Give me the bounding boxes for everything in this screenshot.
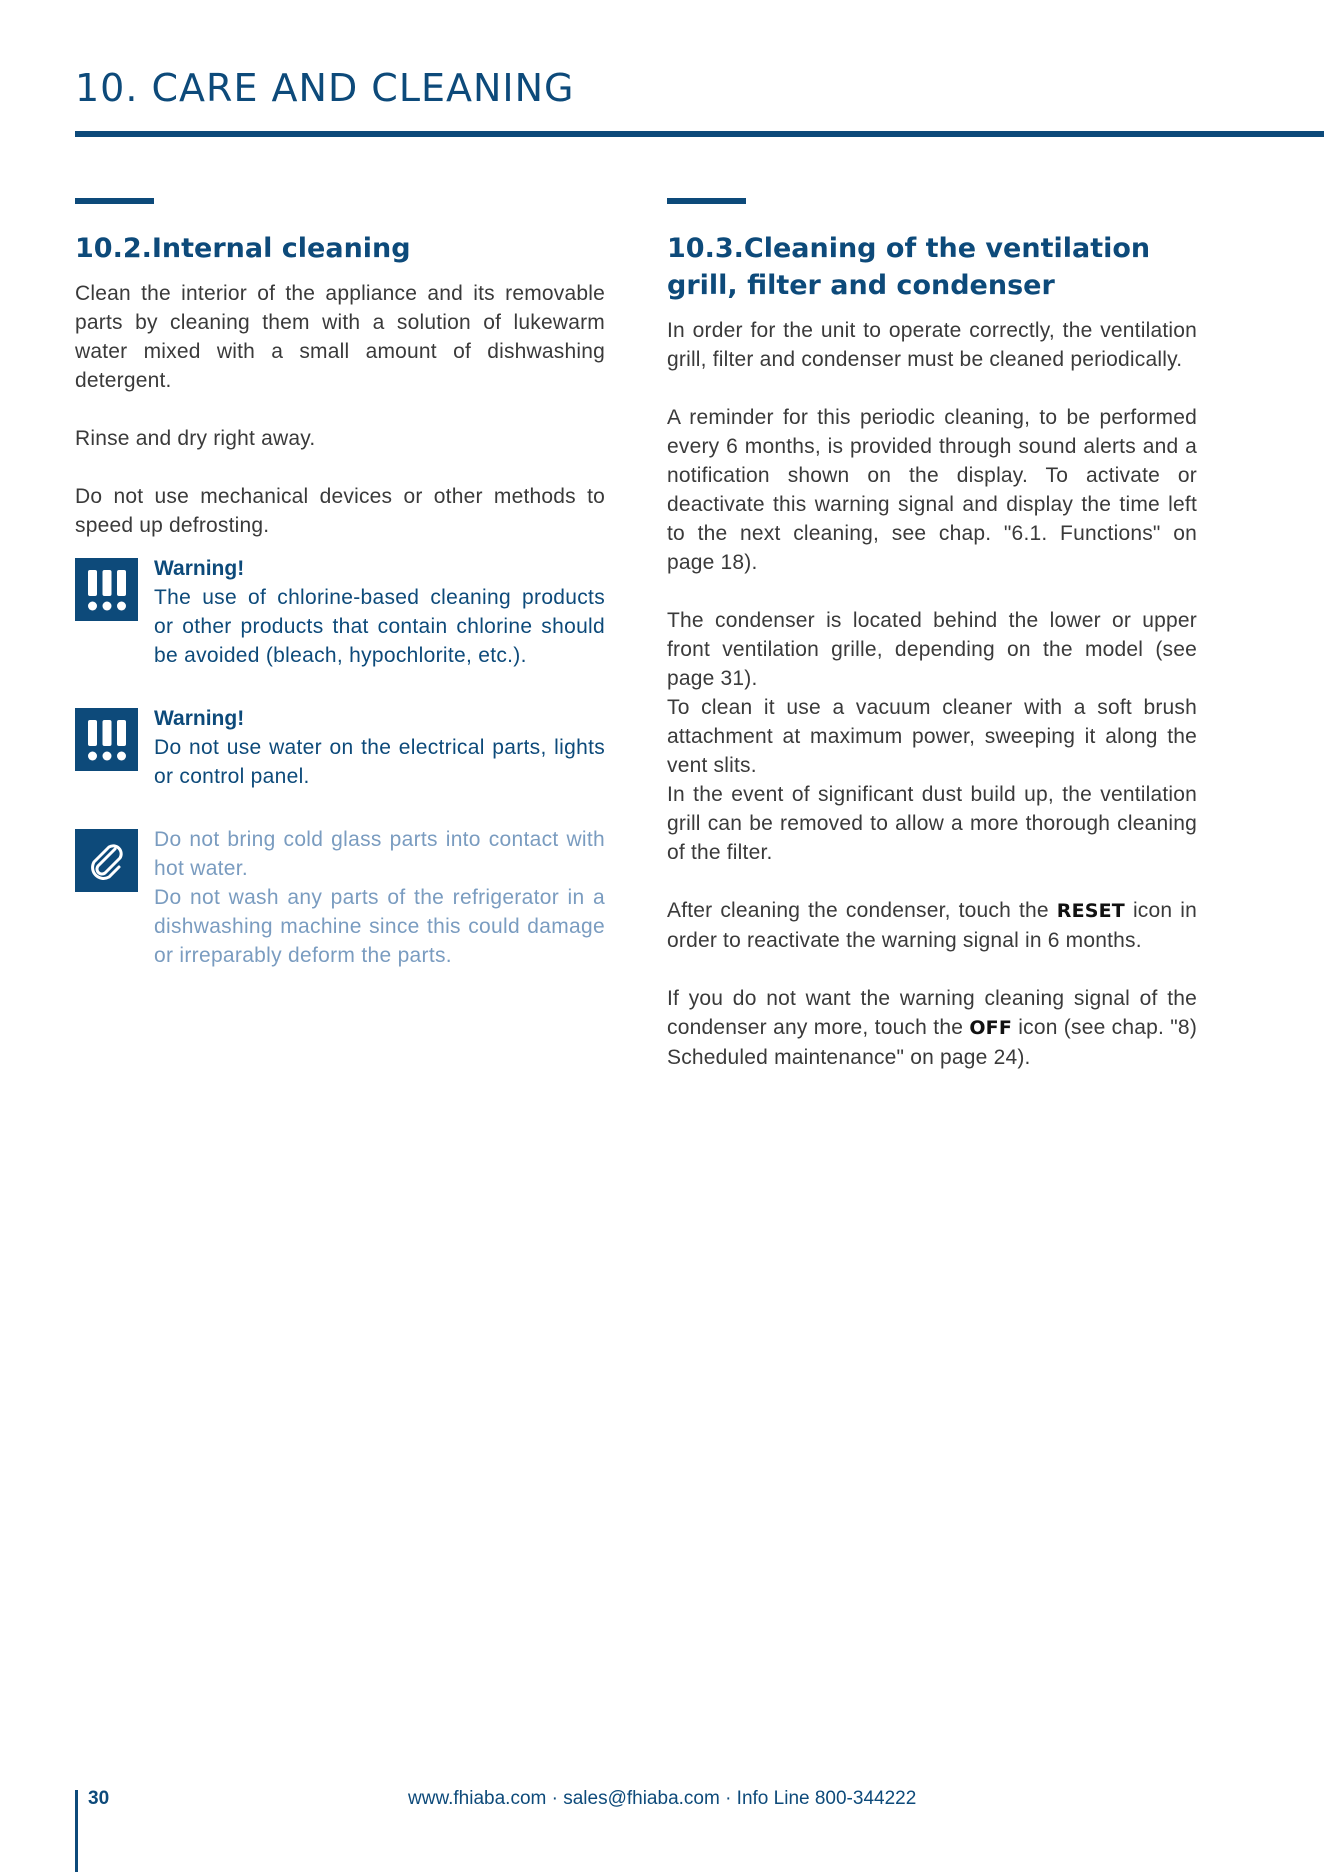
reset-paragraph <box>667 896 1197 955</box>
info-note <box>75 825 605 970</box>
text-run: If you do not want the warning cleaning signal of the condenser any more, touch the <box>667 987 1197 1039</box>
info-text: Do not bring cold glass parts into contact with hot water. <box>154 828 605 880</box>
warning-note <box>75 554 605 670</box>
left-column <box>75 198 605 1004</box>
chapter-rule <box>75 131 1324 137</box>
section-title-ventilation-cleaning: 10.3.Cleaning of the ventilation grill, filter and condenser <box>667 233 1151 301</box>
warning-heading: Warning! <box>154 557 245 580</box>
paragraph-line: To clean it use a vacuum cleaner with a soft brush attachment at maximum power, sweeping it along the vent slits. <box>667 696 1197 777</box>
paragraph: A reminder for this periodic cleaning, to be performed every 6 months, is provided through sound alerts and a notification shown on the display. To activate or deactivate this warning signal and display the time left to the next cleaning, see chap. "6.1. Functions" on page 18). <box>667 406 1197 574</box>
warning-heading: Warning! <box>154 707 245 730</box>
paragraph: Do not use mechanical devices or other methods to speed up defrosting. <box>75 485 605 537</box>
right-column <box>667 198 1197 1101</box>
footer-accent-bar <box>75 1790 78 1872</box>
footer-contact: www.fhiaba.com · sales@fhiaba.com · Info Line 800-344222 <box>408 1788 917 1809</box>
warning-text: The use of chlorine-based cleaning products or other products that contain chlorine should be avoided (bleach, hypochlorite, etc.). <box>154 586 605 667</box>
paragraph-line: In the event of significant dust build up, the ventilation grill can be removed to allow a more thorough cleaning of the filter. <box>667 783 1197 864</box>
text-run: icon in order to reactivate the warning signal in 6 months. <box>667 899 1197 952</box>
paragraph: Clean the interior of the appliance and its removable parts by cleaning them with a solution of lukewarm water mixed with a small amount of dishwashing detergent. <box>75 282 605 392</box>
paragraph: Rinse and dry right away. <box>75 427 316 450</box>
paperclip-icon <box>75 829 138 892</box>
paragraph: In order for the unit to operate correctly, the ventilation grill, filter and condenser must be cleaned periodically. <box>667 319 1197 371</box>
text-run: icon (see chap. "8) Scheduled maintenance" on page 24). <box>667 1016 1198 1069</box>
info-text: Do not wash any parts of the refrigerator in a dishwashing machine since this could damage or irreparably deform the parts. <box>154 886 605 967</box>
warning-note <box>75 704 605 791</box>
section-title-internal-cleaning: 10.2.Internal cleaning <box>75 233 411 264</box>
off-paragraph <box>667 984 1197 1072</box>
section-accent-bar <box>75 198 154 204</box>
chapter-title: 10. CARE AND CLEANING <box>75 66 575 110</box>
exclamation-icon <box>75 708 138 771</box>
exclamation-icon <box>75 558 138 621</box>
text-run: After cleaning the condenser, touch the <box>667 899 1057 922</box>
page-number: 30 <box>88 1788 110 1809</box>
condenser-paragraph <box>667 606 1197 867</box>
reset-keyword: RESET <box>1056 900 1125 922</box>
warning-text: Do not use water on the electrical parts, lights or control panel. <box>154 736 605 788</box>
paragraph-line: The condenser is located behind the lower or upper front ventilation grille, depending on the model (see page 31). <box>667 609 1197 690</box>
off-keyword: OFF <box>969 1017 1013 1039</box>
section-accent-bar <box>667 198 746 204</box>
